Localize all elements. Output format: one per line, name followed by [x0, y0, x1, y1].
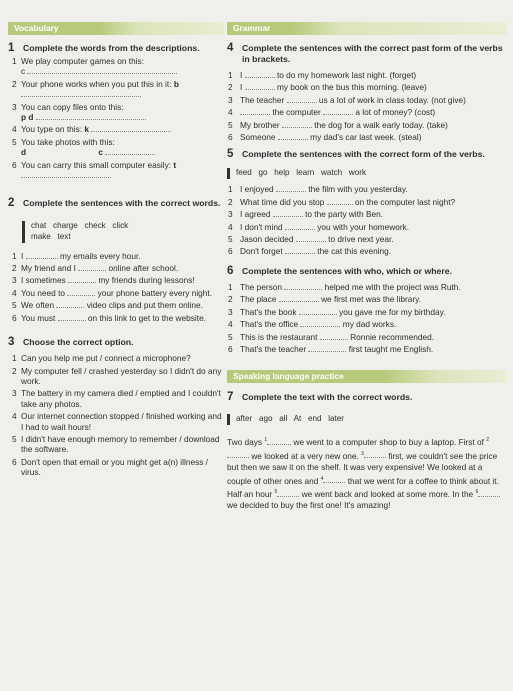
answer-start: b	[173, 78, 179, 89]
item-text: the film with you yesterday.	[308, 184, 408, 195]
gap-number: 2	[486, 437, 490, 444]
ex6-item-3	[227, 307, 507, 317]
item-text: helped me with the project was Ruth.	[324, 281, 461, 292]
answer-field[interactable]	[299, 307, 337, 315]
item-text: to drive next year.	[328, 234, 394, 245]
answer-field[interactable]	[323, 107, 353, 115]
item-text: us a lot of work in class today. (not give)	[318, 94, 466, 105]
exercise-instruction: Complete the words from the descriptions.	[23, 43, 200, 53]
ex6-item-1	[227, 282, 507, 292]
ex5-item-2	[227, 197, 507, 207]
item-text: What time did you stop	[240, 196, 325, 207]
speaking-practice-tab: Speaking language practice	[227, 370, 507, 383]
item-text: the cat this evening.	[317, 246, 392, 257]
ex2-item-4	[8, 288, 224, 298]
word-box	[22, 221, 224, 242]
ex2-item-2	[8, 263, 224, 273]
item-number: 6	[228, 246, 233, 257]
ex3-item-1	[8, 353, 224, 363]
word-box	[227, 414, 507, 425]
exercise-number: 2	[8, 197, 15, 210]
item-text: I enjoyed	[240, 184, 274, 195]
ex1-item-3	[8, 102, 224, 123]
answer-field[interactable]	[58, 313, 86, 321]
item-text: I	[240, 82, 243, 93]
item-text: That's the teacher	[240, 343, 307, 354]
ex5-item-4	[227, 222, 507, 232]
answer-field[interactable]	[278, 132, 308, 140]
answer-field[interactable]	[320, 332, 348, 340]
exercise-number: 7	[227, 391, 234, 404]
ex1-item-1	[8, 56, 224, 77]
exercise-instruction: Complete the text with the correct words.	[242, 392, 413, 403]
paragraph-text: Two days	[227, 437, 263, 448]
item-text: You need to	[21, 287, 65, 298]
gap-number: 1	[264, 437, 268, 444]
answer-field[interactable]	[300, 319, 340, 327]
item-text: my dad's car last week. (steal)	[310, 132, 422, 143]
answer-field[interactable]	[78, 263, 106, 271]
item-number: 1	[228, 70, 233, 80]
item-text: You can carry this small computer easily:	[21, 159, 172, 170]
exercise-6-title	[227, 266, 507, 277]
option-sentence[interactable]: Don't open that email or you might get a(n) illness / virus.	[21, 456, 208, 478]
ex1-item-5	[8, 137, 224, 158]
answer-field[interactable]	[285, 222, 315, 230]
answer-field[interactable]	[105, 147, 155, 155]
answer-start: k	[84, 124, 89, 135]
ex6-item-5	[227, 332, 507, 342]
item-number: 5	[228, 234, 233, 245]
vocabulary-tab: Vocabulary	[8, 22, 224, 35]
item-number: 1	[12, 353, 17, 364]
item-text: to do my homework last night. (forget)	[276, 70, 417, 80]
item-text: first taught me English.	[348, 343, 434, 354]
item-text: I agreed	[240, 209, 271, 220]
item-text: I don't mind	[240, 221, 283, 232]
item-text: my dad works.	[342, 319, 397, 330]
item-text: You type on this:	[21, 124, 83, 135]
exercise-number: 1	[8, 42, 15, 54]
answer-field[interactable]	[320, 475, 345, 483]
answer-field[interactable]	[308, 344, 346, 352]
ex1-item-2	[8, 79, 224, 100]
item-text: I	[21, 250, 24, 261]
item-text: online after school.	[108, 263, 179, 274]
item-text: I sometimes	[21, 275, 66, 286]
answer-field[interactable]	[276, 184, 306, 192]
answer-field[interactable]	[285, 246, 315, 254]
item-number: 5	[12, 136, 17, 147]
item-number: 3	[12, 388, 17, 399]
answer-field[interactable]	[267, 437, 291, 445]
ex4-item-6	[227, 132, 507, 142]
ex2-item-6	[8, 313, 224, 323]
exercise-7-title	[227, 392, 507, 403]
ex5-item-1	[227, 184, 507, 194]
item-text: we first met was the library.	[321, 294, 421, 305]
answer-field[interactable]	[287, 95, 317, 103]
ex5-item-3	[227, 209, 507, 219]
item-number: 5	[12, 433, 17, 444]
item-number: 6	[12, 312, 17, 323]
ex3-item-3	[8, 388, 224, 409]
item-number: 3	[228, 209, 233, 220]
exercise-instruction: Complete the sentences with the correct past form of the verbs in brackets.	[242, 43, 503, 64]
item-text: you with your homework.	[317, 221, 410, 232]
answer-field[interactable]	[36, 112, 146, 120]
answer-field[interactable]	[27, 66, 177, 74]
exercise-3-title	[8, 337, 224, 348]
item-text: my book on the bus this morning. (leave)	[276, 82, 427, 93]
option-sentence[interactable]: My computer fell / crashed yesterday so I didn't do any work.	[21, 365, 222, 386]
answer-field[interactable]	[245, 82, 275, 90]
item-number: 2	[228, 196, 233, 207]
item-text: We often	[21, 300, 55, 311]
answer-start: p d	[21, 112, 34, 123]
answer-field[interactable]	[273, 209, 303, 217]
answer-field[interactable]	[227, 450, 249, 458]
item-number: 2	[12, 365, 17, 376]
item-number: 5	[12, 300, 17, 311]
word-list: chat charge check click	[31, 221, 129, 231]
ex4-item-4	[227, 107, 507, 117]
item-number: 4	[228, 319, 233, 330]
right-column	[227, 22, 507, 512]
answer-field[interactable]	[327, 197, 353, 205]
answer-field[interactable]	[26, 251, 58, 259]
item-text: to the party with Ben.	[305, 209, 384, 220]
item-text: The teacher	[240, 94, 285, 105]
exercise-instruction: Complete the sentences with who, which or where.	[242, 265, 452, 276]
ex3-item-4	[8, 411, 224, 432]
exercise-instruction: Complete the sentences with the correct form of the verbs.	[242, 149, 485, 160]
word-box-bar	[227, 414, 230, 425]
answer-field[interactable]	[279, 294, 319, 302]
ex2-item-3	[8, 275, 224, 285]
item-number: 3	[228, 306, 233, 317]
word-box-bar	[227, 168, 230, 179]
item-number: 2	[228, 82, 233, 93]
left-column	[8, 22, 224, 478]
item-number: 6	[12, 456, 17, 467]
grammar-tab: Grammar	[227, 22, 507, 35]
word-box-bar	[22, 221, 25, 242]
item-number: 4	[228, 107, 233, 118]
ex4-item-1	[227, 70, 507, 80]
item-text: video clips and put them online.	[86, 300, 203, 311]
ex4-item-5	[227, 120, 507, 130]
item-text: the computer	[272, 107, 321, 118]
paragraph-text: we looked at a very new one.	[251, 450, 359, 461]
item-number: 6	[228, 132, 233, 143]
ex3-item-6	[8, 457, 224, 478]
answer-field[interactable]	[475, 488, 500, 497]
ex5-item-5	[227, 234, 507, 244]
item-text: I	[240, 70, 243, 80]
item-number: 1	[12, 250, 17, 261]
ex2-item-1	[8, 251, 224, 261]
item-text: Your phone works when you put this in it:	[21, 78, 172, 89]
exercise-instruction: Choose the correct option.	[23, 337, 134, 348]
item-number: 6	[228, 343, 233, 354]
item-number: 4	[12, 411, 17, 422]
option-sentence[interactable]: I didn't have enough memory to remember / download the software.	[21, 433, 220, 455]
item-text: the dog for a walk early today. (take)	[314, 119, 448, 130]
item-text: Someone	[240, 132, 276, 143]
item-number: 6	[12, 159, 17, 170]
word-list: feed go help learn watch work	[236, 168, 367, 178]
answer-field[interactable]	[56, 300, 84, 308]
item-text: That's the office	[240, 319, 299, 330]
answer-field[interactable]	[67, 288, 95, 296]
answer-field[interactable]	[240, 107, 270, 115]
item-text: on this link to get to the website.	[87, 312, 206, 323]
item-text: My friend and I	[21, 263, 76, 274]
ex1-item-4	[8, 124, 224, 134]
gap-number: 5	[274, 488, 278, 495]
exercise-4-title	[227, 43, 507, 65]
item-number: 2	[228, 294, 233, 305]
item-number: 4	[228, 221, 233, 232]
item-text: That's the book	[240, 306, 297, 317]
exercise-number: 6	[227, 264, 234, 277]
ex3-item-5	[8, 434, 224, 455]
answer-field[interactable]	[245, 70, 275, 78]
item-text: The place	[240, 294, 277, 305]
exercise-1-title	[8, 43, 224, 54]
item-number: 1	[228, 184, 233, 195]
answer-start: c	[21, 66, 26, 77]
item-text: my emails every hour.	[59, 250, 141, 261]
answer-start: t	[173, 159, 177, 170]
item-text: You take photos with this:	[21, 136, 115, 147]
item-number: 3	[12, 101, 17, 112]
ex2-item-5	[8, 300, 224, 310]
exercise-number: 4	[227, 42, 234, 54]
item-text: Jason decided	[240, 234, 294, 245]
ex6-item-2	[227, 294, 507, 304]
answer-field[interactable]	[91, 124, 171, 132]
item-text: You must	[21, 312, 56, 323]
item-text: on the computer last night?	[355, 196, 456, 207]
answer-field[interactable]	[274, 488, 299, 497]
gapfill-paragraph	[227, 435, 507, 512]
item-text: Ronnie recommended.	[350, 331, 435, 342]
ex5-item-6	[227, 246, 507, 256]
ex3-item-2	[8, 366, 224, 387]
item-text: a lot of money? (cost)	[355, 107, 436, 118]
exercise-2-title	[8, 198, 224, 209]
gap-number: 4	[320, 475, 324, 482]
item-text: my friends during lessons!	[98, 275, 195, 286]
paragraph-text: we decided to buy the first one! It's amazing!	[227, 500, 391, 511]
item-text: My brother	[240, 119, 280, 130]
word-box	[227, 168, 507, 179]
item-text: you gave me for my birthday.	[339, 306, 446, 317]
item-number: 1	[228, 281, 233, 292]
item-number: 2	[12, 263, 17, 274]
exercise-instruction: Complete the sentences with the correct words.	[23, 198, 221, 209]
item-text: This is the restaurant	[240, 331, 318, 342]
item-number: 2	[12, 78, 17, 89]
paragraph-text: we went back and looked at some more. In the	[301, 488, 474, 499]
exercise-number: 3	[8, 336, 15, 349]
ex4-item-3	[227, 95, 507, 105]
ex1-item-6	[8, 160, 224, 181]
item-number: 4	[12, 287, 17, 298]
answer-field[interactable]	[284, 282, 322, 290]
answer-field[interactable]	[364, 450, 386, 458]
item-number: 5	[228, 331, 233, 342]
answer-field[interactable]	[282, 120, 312, 128]
answer-field[interactable]	[21, 170, 111, 178]
word-list: after ago all At end later	[236, 414, 344, 424]
item-text: your phone battery every night.	[97, 287, 213, 298]
answer-field[interactable]	[296, 234, 326, 242]
answer-field[interactable]	[21, 89, 141, 97]
paragraph-text: we went to a computer shop to buy a laptop. First of	[293, 437, 484, 448]
ex6-item-6	[227, 344, 507, 354]
gap-number: 6	[475, 488, 479, 495]
item-number: 5	[228, 119, 233, 130]
ex6-item-4	[227, 319, 507, 329]
option-sentence[interactable]: Can you help me put / connect a microphone?	[21, 353, 191, 364]
answer-start: d c	[21, 147, 103, 158]
option-sentence[interactable]: Our internet connection stopped / finished working and I had to wait hours!	[21, 411, 222, 432]
item-number: 4	[12, 124, 17, 135]
exercise-5-title	[227, 149, 507, 160]
paragraph-text: that we went for a coffee to think about it. Half an hour	[227, 475, 499, 499]
exercise-number: 5	[227, 148, 234, 161]
item-text: You can copy files onto this:	[21, 101, 124, 112]
item-text: We play computer games on this:	[21, 56, 144, 66]
item-number: 3	[228, 94, 233, 105]
ex4-item-2	[227, 82, 507, 92]
paragraph-text: first, we couldn't see the price but then we saw it on the shelf. It was very expensive! We looked at a couple of other ones and	[227, 450, 498, 486]
word-list: make text	[31, 232, 71, 242]
item-text: Don't forget	[240, 246, 283, 257]
gap-number: 3	[361, 450, 364, 457]
item-text: The person	[240, 281, 282, 292]
item-number: 3	[12, 275, 17, 286]
item-number: 1	[12, 56, 17, 66]
answer-field[interactable]	[68, 275, 96, 283]
option-sentence[interactable]: The battery in my camera died / emptied and I couldn't take any photos.	[21, 388, 221, 409]
